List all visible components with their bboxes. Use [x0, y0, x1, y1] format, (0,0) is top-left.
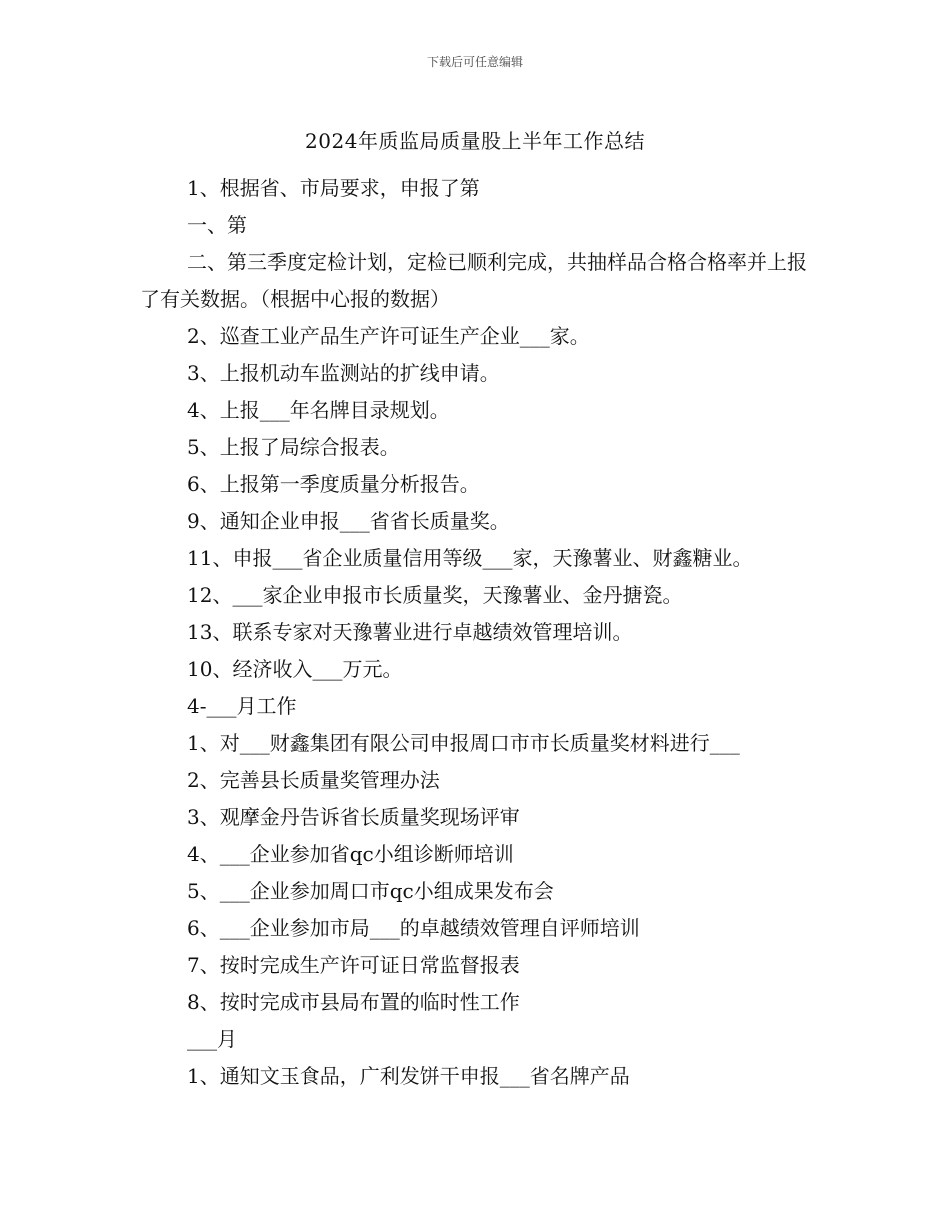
- paragraph: 6、上报第一季度质量分析报告。: [187, 472, 480, 496]
- page-header-note: 下载后可任意编辑: [426, 55, 523, 69]
- paragraph: 2、完善县长质量奖管理办法: [187, 768, 440, 792]
- paragraph: 10、经济收入___万元。: [187, 657, 403, 681]
- paragraph: 11、申报___省企业质量信用等级___家，天豫薯业、财鑫糖业。: [187, 546, 753, 570]
- paragraph: 8、按时完成市县局布置的临时性工作: [187, 990, 520, 1014]
- paragraph: 5、上报了局综合报表。: [187, 435, 400, 459]
- paragraph: 3、观摩金丹告诉省长质量奖现场评审: [187, 805, 520, 829]
- paragraph: 5、___企业参加周口市qc小组成果发布会: [187, 879, 554, 903]
- paragraph: 1、对___财鑫集团有限公司申报周口市市长质量奖材料进行___: [187, 731, 740, 755]
- paragraph: 7、按时完成生产许可证日常监督报表: [187, 953, 520, 977]
- paragraph: 4-___月工作: [187, 694, 297, 718]
- paragraph: 4、上报___年名牌目录规划。: [187, 398, 450, 422]
- paragraph: ___月: [187, 1027, 237, 1051]
- document-body: [140, 170, 820, 1095]
- paragraph: 二、第三季度定检计划，定检已顺利完成，共抽样品合格合格率并上报了有关数据。（根据中心报的数据）: [140, 250, 807, 311]
- paragraph: 13、联系专家对天豫薯业进行卓越绩效管理培训。: [187, 620, 633, 644]
- paragraph: 1、通知文玉食品，广利发饼干申报___省名牌产品: [187, 1064, 630, 1088]
- paragraph: 1、根据省、市局要求，申报了第: [187, 176, 480, 200]
- paragraph: 2、巡查工业产品生产许可证生产企业___家。: [187, 324, 590, 348]
- paragraph: 4、___企业参加省qc小组诊断师培训: [187, 842, 514, 866]
- paragraph: 3、上报机动车监测站的扩线申请。: [187, 361, 500, 385]
- paragraph: 9、通知企业申报___省省长质量奖。: [187, 509, 510, 533]
- paragraph: 12、___家企业申报市长质量奖，天豫薯业、金丹搪瓷。: [187, 583, 683, 607]
- document-title: 2024年质监局质量股上半年工作总结: [305, 129, 645, 153]
- paragraph: 6、___企业参加市局___的卓越绩效管理自评师培训: [187, 916, 640, 940]
- paragraph: 一、第: [187, 213, 247, 237]
